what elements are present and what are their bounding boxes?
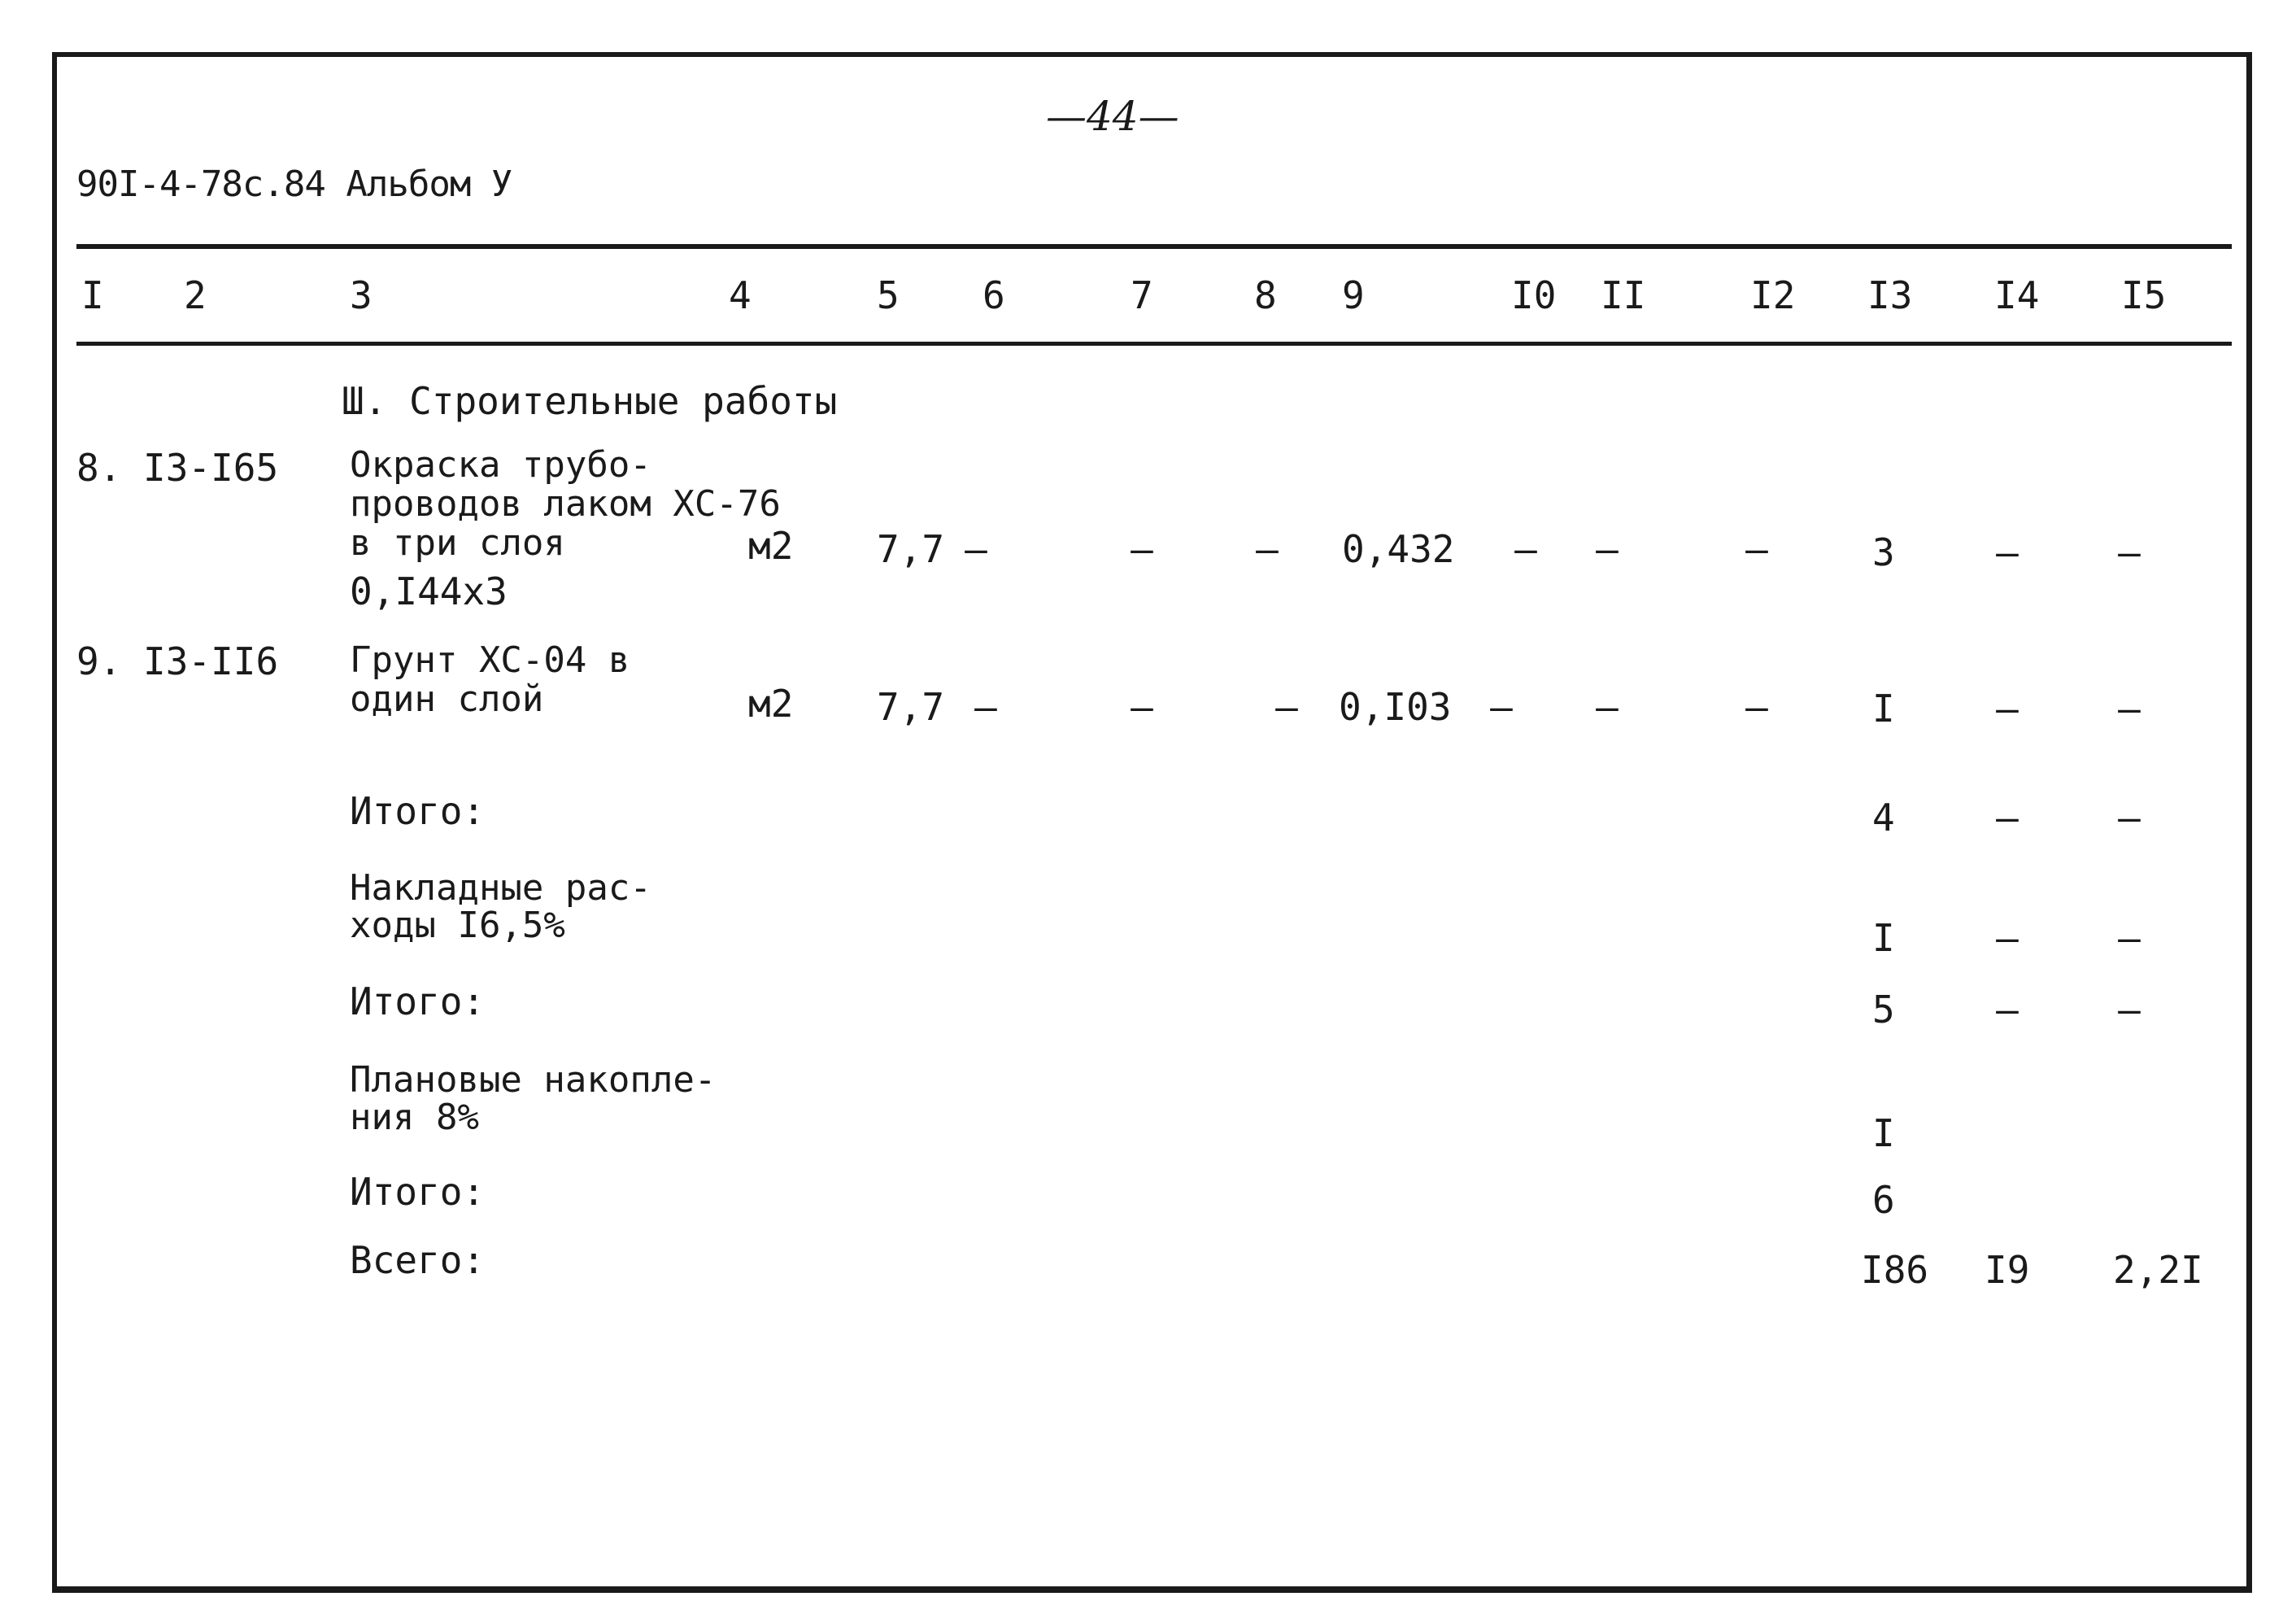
summary-col15: – (2118, 988, 2141, 1032)
col-header-2: 2 (184, 273, 207, 317)
cell-col13: I (1872, 687, 1895, 731)
cell-col13: 3 (1872, 530, 1895, 574)
header-top-rule (76, 244, 2232, 249)
col-header-14: I4 (1994, 273, 2040, 317)
cell-col9: 0,432 (1342, 527, 1455, 571)
col-header-7: 7 (1131, 273, 1153, 317)
row-description-line: проводов лаком ХС-76 (350, 483, 781, 525)
col-header-9: 9 (1342, 273, 1365, 317)
col-header-12: I2 (1750, 273, 1796, 317)
summary-col13: I (1872, 1111, 1895, 1155)
summary-col13: 5 (1872, 988, 1895, 1032)
cell-col10: – (1514, 527, 1537, 571)
cell-col12: – (1745, 527, 1768, 571)
unit: м2 (748, 524, 794, 568)
row-description-line: Окраска трубо- (350, 444, 651, 486)
summary-col15: 2,2I (2113, 1248, 2203, 1292)
summary-label: Итого: (350, 1170, 486, 1214)
cell-col15: – (2118, 687, 2141, 731)
summary-label: Плановые накопле- (350, 1059, 717, 1101)
summary-col14: – (1996, 988, 2019, 1032)
summary-col13: 6 (1872, 1178, 1895, 1222)
summary-label: Накладные рас- (350, 867, 651, 909)
cell-col5: 7,7 (877, 527, 945, 571)
row-number: 8. (76, 446, 122, 490)
cell-col9: 0,I03 (1339, 685, 1452, 729)
summary-col13: I (1872, 916, 1895, 960)
summary-label: Итого: (350, 789, 486, 833)
cell-col10: – (1490, 685, 1513, 729)
col-header-10: I0 (1511, 273, 1557, 317)
col-header-4: 4 (729, 273, 752, 317)
col-header-6: 6 (982, 273, 1005, 317)
summary-col13: I86 (1861, 1248, 1929, 1292)
summary-label: Всего: (350, 1238, 486, 1282)
summary-label: ходы I6,5% (350, 905, 565, 946)
col-header-13: I3 (1867, 273, 1913, 317)
cell-col6: – (965, 527, 987, 571)
summary-col14: – (1996, 916, 2019, 960)
cell-col7: – (1131, 527, 1153, 571)
col-header-3: 3 (350, 273, 373, 317)
cell-col15: – (2118, 530, 2141, 574)
row-number: 9. (76, 639, 122, 683)
rate-code: I3-II6 (143, 639, 279, 683)
col-header-11: II (1601, 273, 1646, 317)
summary-label: Итого: (350, 979, 486, 1023)
col-header-1: I (81, 273, 104, 317)
cell-col11: – (1596, 685, 1619, 729)
row-description-line: Грунт ХС-04 в (350, 639, 630, 681)
cell-col11: – (1596, 527, 1619, 571)
cell-col12: – (1745, 685, 1768, 729)
unit: м2 (748, 682, 794, 726)
section-title: Ш. Строительные работы (342, 379, 838, 423)
cell-col14: – (1996, 530, 2019, 574)
summary-col14: – (1996, 796, 2019, 840)
row-description-line: в три слоя (350, 522, 565, 564)
header-bottom-rule (76, 342, 2232, 346)
cell-col14: – (1996, 687, 2019, 731)
document-code: 90I-4-78с.84 Альбом У (76, 164, 512, 205)
cell-col5: 7,7 (877, 685, 945, 729)
summary-col13: 4 (1872, 796, 1895, 840)
summary-col15: – (2118, 916, 2141, 960)
col-header-8: 8 (1254, 273, 1277, 317)
cell-col7: – (1131, 685, 1153, 729)
row-description-line: один слой (350, 678, 544, 720)
cell-col8: – (1275, 685, 1298, 729)
summary-col14: I9 (1984, 1248, 2030, 1292)
cell-col8: – (1256, 527, 1279, 571)
row-quantity-formula: 0,I44x3 (350, 569, 508, 613)
rate-code: I3-I65 (143, 446, 279, 490)
cell-col6: – (974, 685, 997, 729)
page-number: —44— (1046, 93, 1179, 140)
col-header-5: 5 (877, 273, 900, 317)
summary-label: ния 8% (350, 1097, 479, 1138)
col-header-15: I5 (2121, 273, 2167, 317)
summary-col15: – (2118, 796, 2141, 840)
